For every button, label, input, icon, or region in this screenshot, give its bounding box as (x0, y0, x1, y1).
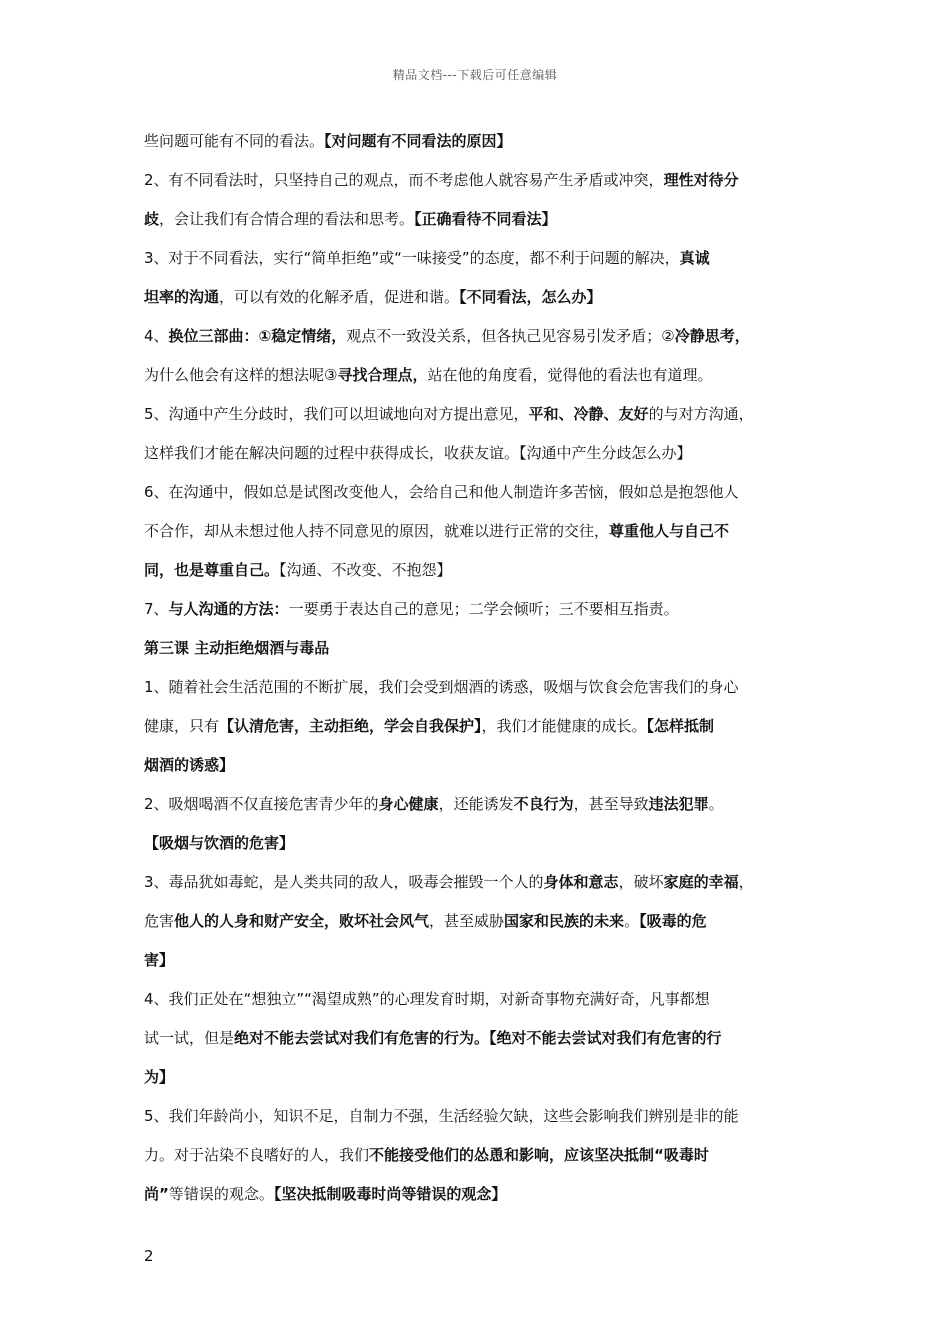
text-run: 不合作，却从未想过他人持不同意见的原因，就难以进行正常的交往， (144, 522, 610, 540)
text-run: 4、 (144, 327, 169, 345)
text-run: ，甚至威胁 (429, 912, 505, 930)
bold-text-run: 绝对不能去尝试对我们有危害的行为。【绝对不能去尝试对我们有危害的行 (234, 1029, 722, 1047)
text-line (144, 785, 812, 824)
text-line (144, 980, 812, 1019)
bold-text-run: 【对问题有不同看法的原因】 (324, 132, 512, 150)
text-run: ， (738, 873, 754, 891)
text-line (144, 824, 812, 863)
text-run: 观点不一致没关系，但各执己见容易引发矛盾；② (346, 327, 675, 345)
text-run: 这样我们才能在解决问题的过程中获得成长，收获友谊。【沟通中产生分歧怎么办】 (144, 444, 692, 462)
text-line (144, 590, 812, 629)
text-run: 3、对于不同看法，实行“简单拒绝”或“一味接受”的态度，都不利于问题的解决， (144, 249, 680, 267)
section-heading (144, 629, 812, 668)
text-run: 3、毒品犹如毒蛇，是人类共同的敌人，吸毒会摧毁一个人的 (144, 873, 544, 891)
text-line (144, 668, 812, 707)
text-line (144, 317, 812, 356)
bold-text-run: 寻找合理点， (337, 366, 428, 384)
text-run: 5、沟通中产生分歧时，我们可以坦诚地向对方提出意见， (144, 405, 529, 423)
text-line (144, 278, 812, 317)
bold-text-run: 违法犯罪 (648, 795, 709, 813)
bold-text-run: 【正确看待不同看法】 (414, 210, 557, 228)
bold-text-run: 歧 (144, 210, 160, 228)
text-run: ，会让我们有合情合理的看法和思考。 (159, 210, 415, 228)
bold-text-run: 他人的人身和财产安全，败坏社会风气 (174, 912, 430, 930)
bold-text-run: 身心健康 (378, 795, 439, 813)
page-number: 2 (144, 1247, 154, 1265)
text-line (144, 941, 812, 980)
bold-text-run: 身体和意志 (543, 873, 619, 891)
text-run: 危害 (144, 912, 175, 930)
text-line (144, 902, 812, 941)
text-run: 健康，只有 (144, 717, 220, 735)
text-line (144, 1175, 812, 1214)
text-run: ，可以有效的化解矛盾，促进和谐。 (219, 288, 460, 306)
text-run: 2、有不同看法时，只坚持自己的观点，而不考虑他人就容易产生矛盾或冲突， (144, 171, 664, 189)
bold-text-run: 【怎样抵制 (646, 717, 715, 735)
text-run: ，破坏 (618, 873, 664, 891)
text-run: 试一试，但是 (144, 1029, 235, 1047)
text-run: 5、我们年龄尚小，知识不足，自制力不强，生活经验欠缺，这些会影响我们辨别是非的能 (144, 1107, 739, 1125)
text-run: 力。对于沾染不良嗜好的人，我们 (144, 1146, 370, 1164)
text-line (144, 434, 812, 473)
bold-text-run: 【吸烟与饮酒的危害】 (144, 834, 295, 852)
text-run: 4、我们正处在“想独立”“渴望成熟”的心理发育时期，对新奇事物充满好奇，凡事都想 (144, 990, 710, 1008)
bold-text-run: 【坚决抵制吸毒时尚等错误的观念】 (273, 1185, 507, 1203)
document-body (144, 122, 812, 1214)
bold-text-run: 真诚 (679, 249, 710, 267)
text-line (144, 746, 812, 785)
text-line (144, 122, 812, 161)
text-run: 些问题可能有不同的看法。 (144, 132, 325, 150)
bold-text-run: 与人沟通的方法： (168, 600, 289, 618)
text-run: 1、随着社会生活范围的不断扩展，我们会受到烟酒的诱惑，吸烟与饮食会危害我们的身心 (144, 678, 739, 696)
bold-text-run: 换位三部曲：①稳定情绪， (168, 327, 347, 345)
bold-text-run: 【吸毒的危 (639, 912, 707, 930)
text-run: 7、 (144, 600, 169, 618)
text-run: 。 (708, 795, 724, 813)
bold-text-run: 家庭的幸福 (663, 873, 739, 891)
bold-text-run: 第三课 主动拒绝烟酒与毒品 (144, 639, 330, 657)
bold-text-run: 尚” (144, 1185, 169, 1203)
text-line (144, 1097, 812, 1136)
text-line (144, 863, 812, 902)
text-run: 6、在沟通中，假如总是试图改变他人，会给自己和他人制造许多苦恼，假如总是抱怨他人 (144, 483, 739, 501)
text-run: 一要勇于表达自己的意见；二学会倾听；三不要相互指责。 (288, 600, 679, 618)
bold-text-run: 冷静思考， (674, 327, 750, 345)
text-line (144, 473, 812, 512)
text-run: ，还能诱发 (438, 795, 514, 813)
bold-text-run: 害】 (144, 951, 175, 969)
bold-text-run: 坦率的沟通 (144, 288, 220, 306)
bold-text-run: 尊重他人与自己不 (609, 522, 730, 540)
text-line (144, 551, 812, 590)
bold-text-run: 不能接受他们的怂恿和影响，应该坚决抵制“吸毒时 (369, 1146, 709, 1164)
text-run: 为什么他会有这样的想法呢③ (144, 366, 338, 384)
text-line (144, 707, 812, 746)
text-line (144, 512, 812, 551)
text-line (144, 1136, 812, 1175)
text-run: ，甚至导致 (573, 795, 649, 813)
text-line (144, 356, 812, 395)
page-header: 精品文档---下载后可任意编辑 (392, 68, 558, 82)
text-line (144, 200, 812, 239)
bold-text-run: 【认清危害，主动拒绝，学会自我保护】 (219, 717, 482, 735)
bold-text-run: 为】 (144, 1068, 175, 1086)
text-run: 站在他的角度看，觉得他的看法也有道理。 (427, 366, 713, 384)
bold-text-run: 烟酒的诱惑】 (144, 756, 235, 774)
text-line (144, 1058, 812, 1097)
text-run: 【沟通、不改变、不抱怨】 (279, 561, 452, 579)
bold-text-run: 理性对待分 (663, 171, 739, 189)
bold-text-run: 【不同看法，怎么办】 (459, 288, 602, 306)
text-run: 的与对方沟通， (648, 405, 754, 423)
bold-text-run: 国家和民族的未来 (504, 912, 625, 930)
text-run: ，我们才能健康的成长。 (481, 717, 647, 735)
bold-text-run: 同，也是尊重自己。 (144, 561, 280, 579)
bold-text-run: 平和、冷静、友好 (528, 405, 649, 423)
text-run: 。 (624, 912, 640, 930)
text-run: 等错误的观念。 (168, 1185, 274, 1203)
text-line (144, 395, 812, 434)
text-run: 2、吸烟喝酒不仅直接危害青少年的 (144, 795, 379, 813)
text-line (144, 1019, 812, 1058)
bold-text-run: 不良行为 (513, 795, 574, 813)
text-line (144, 239, 812, 278)
text-line (144, 161, 812, 200)
